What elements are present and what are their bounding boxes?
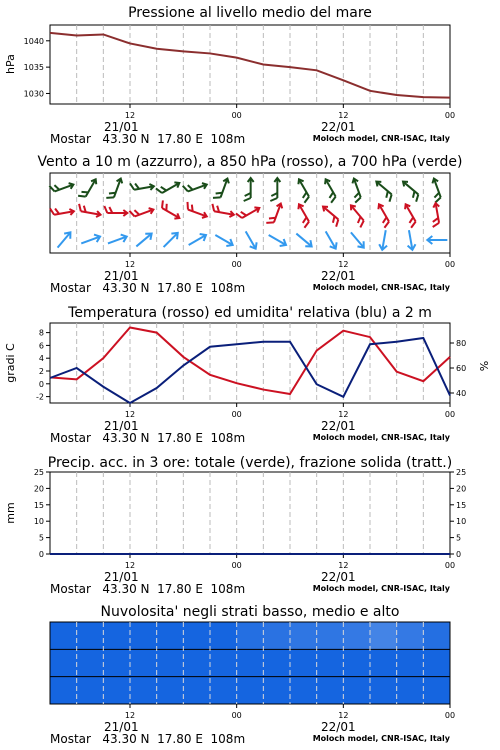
pressure-day-label: 22/01 — [321, 120, 356, 134]
precip-right-y-tick-label: 0 — [456, 550, 462, 559]
wind-day-label: 22/01 — [321, 269, 356, 283]
pressure-chart-title: Pressione al livello medio del mare — [128, 5, 372, 21]
cloud-model-credit: Moloch model, CNR-ISAC, Italy — [312, 734, 450, 743]
cloud-day-label: 22/01 — [321, 720, 356, 734]
cloud-cell — [343, 622, 370, 649]
temp-x-tick-label: 00 — [444, 410, 456, 419]
pressure-x-tick-label: 00 — [444, 111, 456, 120]
temp-x-tick-label: 12 — [124, 410, 136, 419]
wind-chart-title: Vento a 10 m (azzurro), a 850 hPa (rosso), a 700 hPa (verde) — [37, 154, 463, 170]
temp-x-tick-label: 00 — [231, 410, 242, 419]
precip-station-info: Mostar 43.30 N 17.80 E 108m — [50, 582, 246, 596]
humidity-y-tick-label: 40 — [456, 389, 467, 398]
precip-x-tick-label: 00 — [444, 561, 456, 570]
wind-x-tick-label: 00 — [231, 260, 242, 269]
pressure-station-info: Mostar 43.30 N 17.80 E 108m — [50, 132, 246, 146]
temp-x-tick-label: 12 — [338, 410, 349, 419]
humidity-y-tick-label: 80 — [456, 339, 467, 348]
precip-right-y-tick-label: 10 — [456, 517, 467, 527]
precip-day-label: 22/01 — [321, 570, 356, 584]
cloud-x-tick-label: 12 — [124, 711, 136, 720]
cloud-day-label: 21/01 — [104, 720, 139, 734]
temp-y-tick-label: 4 — [38, 354, 44, 364]
precip-y-tick-label: 15 — [33, 500, 44, 510]
precip-day-label: 21/01 — [104, 570, 139, 584]
pressure-x-tick-label: 12 — [124, 111, 136, 120]
temp-y-tick-label: 8 — [38, 328, 44, 338]
precip-x-tick-label: 12 — [124, 561, 136, 570]
precipitation-chart-title: Precip. acc. in 3 ore: totale (verde), frazione solida (tratt.) — [47, 455, 453, 471]
temp-y-tick-label: 0 — [38, 379, 44, 389]
wind-day-label: 21/01 — [104, 269, 139, 283]
temp-y-tick-label: 6 — [38, 341, 44, 351]
cloud-x-tick-label: 00 — [444, 711, 456, 720]
precip-y-tick-label: 25 — [33, 468, 44, 477]
precip-y-tick-label: 10 — [33, 517, 44, 527]
wind-x-tick-label: 12 — [338, 260, 349, 269]
humidity-y-tick-label: 60 — [456, 364, 467, 373]
pressure-y-label: hPa — [4, 54, 17, 74]
wind-model-credit: Moloch model, CNR-ISAC, Italy — [312, 283, 450, 292]
precip-right-y-tick-label: 5 — [456, 533, 462, 543]
precip-y-tick-label: 20 — [33, 484, 44, 494]
cloud-cell — [263, 622, 290, 649]
pressure-x-tick-label: 00 — [231, 111, 242, 120]
humidity-y-label: % — [478, 360, 491, 372]
temp-day-label: 22/01 — [321, 419, 356, 433]
pressure-y-tick-label: 1035 — [23, 63, 44, 73]
pressure-day-label: 21/01 — [104, 120, 139, 134]
temp-y-tick-label: -2 — [36, 392, 44, 402]
temp-y-label: gradi C — [4, 343, 17, 383]
precip-x-tick-label: 12 — [338, 561, 349, 570]
wind-x-tick-label: 12 — [124, 260, 136, 269]
precip-x-tick-label: 00 — [231, 561, 242, 570]
precip-y-tick-label: 5 — [38, 533, 44, 543]
cloud-cell — [397, 622, 424, 649]
cloud-cell — [423, 622, 450, 649]
cloud-cell — [290, 622, 317, 649]
precip-y-tick-label: 0 — [38, 550, 44, 559]
temperature-chart-title: Temperatura (rosso) ed umidita' relativa (blu) a 2 m — [68, 305, 432, 321]
precip-right-y-tick-label: 20 — [456, 484, 467, 494]
cloud-chart-title: Nuvolosita' negli strati basso, medio e alto — [100, 604, 400, 620]
temp-model-credit: Moloch model, CNR-ISAC, Italy — [312, 433, 450, 442]
cloud-cell — [317, 622, 344, 649]
cloud-x-tick-label: 00 — [231, 711, 242, 720]
wind-station-info: Mostar 43.30 N 17.80 E 108m — [50, 281, 246, 295]
precip-model-credit: Moloch model, CNR-ISAC, Italy — [312, 584, 450, 593]
precip-y-label: mm — [4, 502, 17, 524]
pressure-y-tick-label: 1040 — [23, 36, 44, 46]
pressure-x-tick-label: 12 — [338, 111, 349, 120]
temp-station-info: Mostar 43.30 N 17.80 E 108m — [50, 431, 246, 445]
pressure-y-tick-label: 1030 — [23, 89, 44, 99]
cloud-x-tick-label: 12 — [338, 711, 349, 720]
precip-right-y-tick-label: 15 — [456, 500, 467, 510]
pressure-model-credit: Moloch model, CNR-ISAC, Italy — [312, 134, 450, 143]
temp-day-label: 21/01 — [104, 419, 139, 433]
temp-y-tick-label: 2 — [38, 367, 44, 376]
wind-x-tick-label: 00 — [444, 260, 456, 269]
cloud-cell — [370, 622, 397, 649]
cloud-cell — [237, 622, 264, 649]
cloud-station-info: Mostar 43.30 N 17.80 E 108m — [50, 732, 246, 746]
precip-right-y-tick-label: 25 — [456, 468, 467, 477]
